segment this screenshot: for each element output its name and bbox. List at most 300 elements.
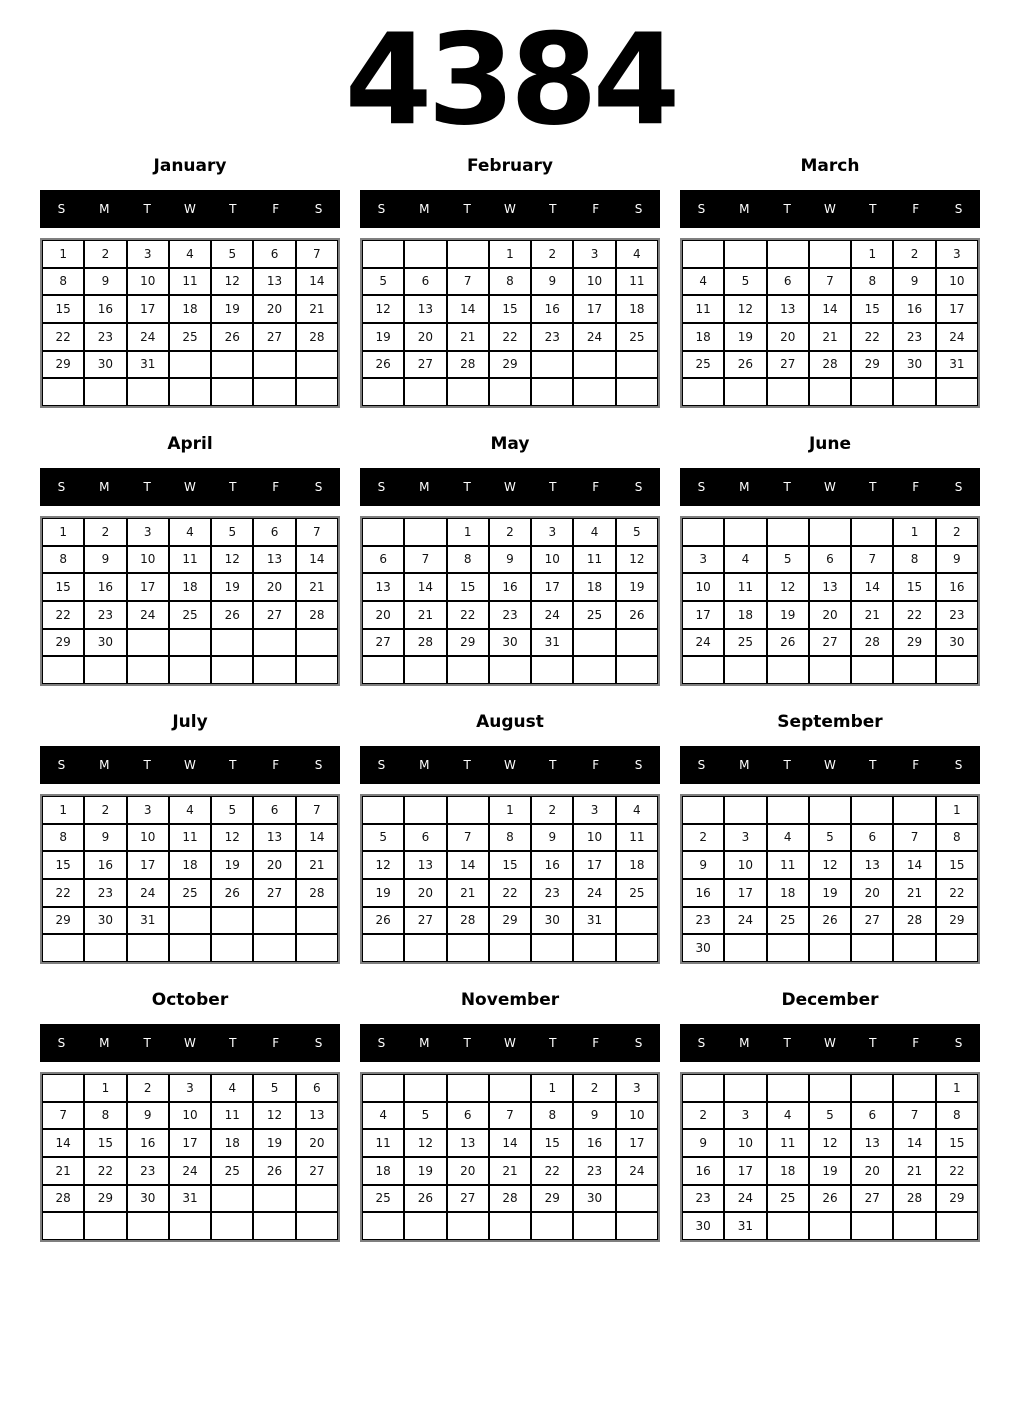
empty-day-cell (936, 656, 978, 684)
empty-day-cell (211, 656, 253, 684)
empty-day-cell (253, 351, 295, 379)
empty-day-cell (809, 934, 851, 962)
day-cell: 1 (936, 1074, 978, 1102)
day-cell: 26 (809, 907, 851, 935)
day-cell: 7 (489, 1102, 531, 1130)
weekday-label: S (57, 758, 66, 772)
empty-day-cell (84, 656, 126, 684)
empty-day-cell (362, 378, 404, 406)
empty-day-cell (573, 656, 615, 684)
weekday-label: M (419, 1036, 430, 1050)
day-cell: 6 (767, 268, 809, 296)
empty-day-cell (169, 351, 211, 379)
day-cell: 19 (211, 573, 253, 601)
empty-day-cell (42, 1074, 84, 1102)
day-cell: 23 (489, 601, 531, 629)
day-cell: 26 (211, 323, 253, 351)
empty-day-cell (809, 378, 851, 406)
day-cell: 21 (809, 323, 851, 351)
weekday-label: S (57, 480, 66, 494)
day-cell: 10 (936, 268, 978, 296)
day-cell: 3 (127, 518, 169, 546)
day-cell: 30 (489, 629, 531, 657)
day-cell: 4 (573, 518, 615, 546)
weekday-label: T (143, 1036, 151, 1050)
day-cell: 15 (489, 851, 531, 879)
empty-day-cell (404, 518, 446, 546)
day-cell: 14 (296, 824, 338, 852)
day-cell: 20 (253, 851, 295, 879)
day-cell: 10 (682, 573, 724, 601)
empty-day-cell (447, 1212, 489, 1240)
day-cell: 2 (84, 796, 126, 824)
day-cell: 26 (211, 601, 253, 629)
month-day-grid (40, 794, 340, 964)
weekday-label: M (99, 1036, 110, 1050)
day-cell: 6 (851, 1102, 893, 1130)
day-cell: 20 (362, 601, 404, 629)
day-cell: 8 (42, 546, 84, 574)
month-title: February (466, 156, 554, 176)
empty-day-cell (724, 1074, 766, 1102)
day-cell: 8 (447, 546, 489, 574)
day-cell: 1 (851, 240, 893, 268)
day-cell: 17 (724, 1157, 766, 1185)
empty-day-cell (682, 378, 724, 406)
day-cell: 5 (767, 546, 809, 574)
empty-day-cell (809, 656, 851, 684)
day-cell: 28 (42, 1185, 84, 1213)
day-cell: 6 (253, 518, 295, 546)
month-title: April (167, 434, 213, 454)
empty-day-cell (893, 378, 935, 406)
weekday-label: T (229, 758, 237, 772)
weekday-label: S (634, 202, 643, 216)
day-cell: 1 (447, 518, 489, 546)
day-cell: 14 (296, 546, 338, 574)
day-cell: 23 (682, 907, 724, 935)
day-cell: 12 (211, 824, 253, 852)
day-cell: 8 (893, 546, 935, 574)
day-cell: 14 (296, 268, 338, 296)
empty-day-cell (127, 378, 169, 406)
day-cell: 16 (84, 295, 126, 323)
day-cell: 29 (42, 629, 84, 657)
weekday-label: F (272, 758, 280, 772)
day-cell: 4 (767, 1102, 809, 1130)
empty-day-cell (169, 1212, 211, 1240)
day-cell: 2 (531, 796, 573, 824)
day-cell: 29 (936, 907, 978, 935)
day-cell: 4 (169, 796, 211, 824)
day-cell: 11 (362, 1129, 404, 1157)
day-cell: 5 (404, 1102, 446, 1130)
day-cell: 15 (84, 1129, 126, 1157)
day-cell: 9 (573, 1102, 615, 1130)
empty-day-cell (489, 934, 531, 962)
day-cell: 25 (616, 879, 658, 907)
day-cell: 18 (767, 879, 809, 907)
day-cell: 18 (616, 851, 658, 879)
day-cell: 25 (169, 601, 211, 629)
weekday-header-bar (680, 468, 980, 506)
day-cell: 7 (809, 268, 851, 296)
day-cell: 17 (936, 295, 978, 323)
day-cell: 5 (724, 268, 766, 296)
day-cell: 2 (893, 240, 935, 268)
weekday-label: S (314, 202, 323, 216)
day-cell: 21 (296, 573, 338, 601)
empty-day-cell (616, 351, 658, 379)
weekday-header-bar (680, 190, 980, 228)
day-cell: 4 (211, 1074, 253, 1102)
weekday-label: F (912, 758, 920, 772)
day-cell: 8 (489, 268, 531, 296)
weekday-header-bar (40, 190, 340, 228)
empty-day-cell (893, 934, 935, 962)
day-cell: 31 (169, 1185, 211, 1213)
day-cell: 2 (127, 1074, 169, 1102)
empty-day-cell (296, 378, 338, 406)
weekday-label: W (184, 1036, 196, 1050)
day-cell: 3 (127, 796, 169, 824)
day-cell: 6 (296, 1074, 338, 1102)
empty-day-cell (296, 656, 338, 684)
day-cell: 28 (296, 601, 338, 629)
day-cell: 3 (724, 824, 766, 852)
day-cell: 6 (851, 824, 893, 852)
day-cell: 14 (893, 1129, 935, 1157)
day-cell: 20 (253, 295, 295, 323)
month-day-grid (360, 238, 660, 408)
day-cell: 22 (893, 601, 935, 629)
month-day-grid (680, 238, 980, 408)
weekday-label: S (954, 1036, 963, 1050)
month-day-grid (40, 516, 340, 686)
day-cell: 22 (489, 323, 531, 351)
day-cell: 23 (127, 1157, 169, 1185)
day-cell: 27 (296, 1157, 338, 1185)
weekday-label: T (869, 1036, 877, 1050)
day-cell: 8 (936, 824, 978, 852)
day-cell: 1 (893, 518, 935, 546)
weekday-label: W (504, 1036, 516, 1050)
day-cell: 8 (851, 268, 893, 296)
empty-day-cell (447, 240, 489, 268)
day-cell: 11 (169, 546, 211, 574)
weekday-label: T (229, 202, 237, 216)
month-february (360, 156, 660, 408)
empty-day-cell (893, 656, 935, 684)
day-cell: 22 (42, 879, 84, 907)
day-cell: 18 (616, 295, 658, 323)
day-cell: 12 (362, 295, 404, 323)
weekday-label: M (99, 480, 110, 494)
day-cell: 17 (127, 573, 169, 601)
weekday-label: W (824, 480, 836, 494)
day-cell: 26 (211, 879, 253, 907)
day-cell: 2 (682, 824, 724, 852)
day-cell: 29 (936, 1185, 978, 1213)
day-cell: 30 (127, 1185, 169, 1213)
day-cell: 22 (84, 1157, 126, 1185)
month-day-grid (680, 794, 980, 964)
weekday-label: T (463, 758, 471, 772)
month-day-grid (40, 238, 340, 408)
day-cell: 17 (169, 1129, 211, 1157)
day-cell: 2 (573, 1074, 615, 1102)
empty-day-cell (169, 934, 211, 962)
day-cell: 1 (531, 1074, 573, 1102)
weekday-header-bar (360, 468, 660, 506)
weekday-header-bar (360, 190, 660, 228)
day-cell: 14 (404, 573, 446, 601)
day-cell: 19 (253, 1129, 295, 1157)
weekday-label: W (824, 202, 836, 216)
empty-day-cell (211, 1185, 253, 1213)
day-cell: 7 (893, 824, 935, 852)
day-cell: 6 (253, 796, 295, 824)
day-cell: 7 (296, 240, 338, 268)
day-cell: 17 (682, 601, 724, 629)
empty-day-cell (809, 1074, 851, 1102)
day-cell: 29 (42, 351, 84, 379)
day-cell: 22 (447, 601, 489, 629)
month-january (40, 156, 340, 408)
day-cell: 4 (767, 824, 809, 852)
day-cell: 13 (362, 573, 404, 601)
day-cell: 19 (362, 879, 404, 907)
day-cell: 24 (127, 601, 169, 629)
day-cell: 12 (211, 546, 253, 574)
day-cell: 26 (809, 1185, 851, 1213)
day-cell: 11 (616, 268, 658, 296)
day-cell: 10 (616, 1102, 658, 1130)
day-cell: 19 (724, 323, 766, 351)
day-cell: 30 (682, 934, 724, 962)
day-cell: 31 (127, 351, 169, 379)
day-cell: 23 (531, 323, 573, 351)
month-title: June (808, 434, 852, 454)
day-cell: 4 (169, 240, 211, 268)
empty-day-cell (296, 934, 338, 962)
day-cell: 16 (682, 879, 724, 907)
day-cell: 24 (169, 1157, 211, 1185)
empty-day-cell (404, 796, 446, 824)
day-cell: 27 (253, 879, 295, 907)
weekday-label: S (634, 480, 643, 494)
day-cell: 3 (616, 1074, 658, 1102)
day-cell: 15 (42, 573, 84, 601)
weekday-label: M (739, 1036, 750, 1050)
day-cell: 10 (724, 1129, 766, 1157)
day-cell: 3 (573, 240, 615, 268)
day-cell: 28 (296, 879, 338, 907)
month-day-grid (360, 794, 660, 964)
day-cell: 1 (42, 518, 84, 546)
day-cell: 11 (169, 824, 211, 852)
day-cell: 28 (296, 323, 338, 351)
weekday-label: F (272, 480, 280, 494)
day-cell: 23 (84, 601, 126, 629)
day-cell: 15 (489, 295, 531, 323)
day-cell: 22 (936, 879, 978, 907)
empty-day-cell (936, 378, 978, 406)
weekday-label: S (57, 1036, 66, 1050)
weekday-label: S (314, 480, 323, 494)
day-cell: 24 (573, 879, 615, 907)
day-cell: 19 (362, 323, 404, 351)
day-cell: 15 (936, 851, 978, 879)
day-cell: 24 (936, 323, 978, 351)
empty-day-cell (253, 378, 295, 406)
weekday-label: S (697, 480, 706, 494)
weekday-header-bar (360, 746, 660, 784)
empty-day-cell (447, 656, 489, 684)
empty-day-cell (936, 934, 978, 962)
empty-day-cell (362, 1212, 404, 1240)
empty-day-cell (447, 378, 489, 406)
day-cell: 6 (362, 546, 404, 574)
calendar-grid (40, 156, 980, 1242)
month-day-grid (680, 516, 980, 686)
day-cell: 25 (767, 1185, 809, 1213)
month-april (40, 434, 340, 686)
day-cell: 23 (573, 1157, 615, 1185)
weekday-label: S (57, 202, 66, 216)
day-cell: 13 (404, 295, 446, 323)
day-cell: 16 (84, 573, 126, 601)
year-title: 4384 (344, 6, 676, 153)
day-cell: 5 (616, 518, 658, 546)
empty-day-cell (211, 629, 253, 657)
day-cell: 14 (809, 295, 851, 323)
day-cell: 26 (767, 629, 809, 657)
day-cell: 25 (573, 601, 615, 629)
day-cell: 27 (362, 629, 404, 657)
empty-day-cell (169, 378, 211, 406)
empty-day-cell (893, 796, 935, 824)
weekday-label: S (377, 202, 386, 216)
empty-day-cell (851, 656, 893, 684)
weekday-label: T (463, 202, 471, 216)
weekday-label: T (143, 202, 151, 216)
weekday-label: M (419, 758, 430, 772)
empty-day-cell (573, 378, 615, 406)
empty-day-cell (531, 1212, 573, 1240)
empty-day-cell (211, 378, 253, 406)
day-cell: 10 (169, 1102, 211, 1130)
day-cell: 10 (127, 268, 169, 296)
day-cell: 3 (573, 796, 615, 824)
day-cell: 4 (616, 796, 658, 824)
empty-day-cell (851, 934, 893, 962)
day-cell: 27 (404, 351, 446, 379)
day-cell: 27 (809, 629, 851, 657)
day-cell: 9 (531, 268, 573, 296)
empty-day-cell (42, 1212, 84, 1240)
day-cell: 18 (169, 573, 211, 601)
empty-day-cell (362, 796, 404, 824)
day-cell: 30 (84, 351, 126, 379)
month-title: May (490, 434, 530, 454)
weekday-label: F (912, 1036, 920, 1050)
day-cell: 23 (682, 1185, 724, 1213)
weekday-label: S (634, 758, 643, 772)
day-cell: 20 (851, 879, 893, 907)
empty-day-cell (767, 518, 809, 546)
empty-day-cell (169, 907, 211, 935)
day-cell: 24 (127, 879, 169, 907)
weekday-label: F (592, 202, 600, 216)
day-cell: 4 (724, 546, 766, 574)
weekday-label: S (954, 480, 963, 494)
day-cell: 7 (447, 824, 489, 852)
empty-day-cell (724, 240, 766, 268)
day-cell: 9 (682, 1129, 724, 1157)
day-cell: 22 (851, 323, 893, 351)
empty-day-cell (809, 518, 851, 546)
day-cell: 24 (573, 323, 615, 351)
day-cell: 3 (531, 518, 573, 546)
day-cell: 5 (211, 240, 253, 268)
empty-day-cell (169, 656, 211, 684)
month-day-grid (360, 1072, 660, 1242)
day-cell: 10 (573, 824, 615, 852)
weekday-label: T (549, 1036, 557, 1050)
day-cell: 24 (531, 601, 573, 629)
empty-day-cell (211, 934, 253, 962)
weekday-label: T (869, 758, 877, 772)
day-cell: 16 (127, 1129, 169, 1157)
day-cell: 24 (127, 323, 169, 351)
empty-day-cell (573, 1212, 615, 1240)
day-cell: 23 (936, 601, 978, 629)
weekday-label: M (419, 480, 430, 494)
day-cell: 13 (253, 268, 295, 296)
day-cell: 2 (531, 240, 573, 268)
day-cell: 22 (42, 323, 84, 351)
day-cell: 15 (42, 295, 84, 323)
day-cell: 20 (296, 1129, 338, 1157)
day-cell: 7 (851, 546, 893, 574)
weekday-label: F (272, 1036, 280, 1050)
empty-day-cell (447, 1074, 489, 1102)
weekday-header-bar (680, 746, 980, 784)
weekday-header-bar (40, 1024, 340, 1062)
day-cell: 6 (404, 268, 446, 296)
empty-day-cell (682, 518, 724, 546)
empty-day-cell (253, 934, 295, 962)
empty-day-cell (489, 1074, 531, 1102)
day-cell: 8 (42, 268, 84, 296)
weekday-label: W (504, 202, 516, 216)
empty-day-cell (489, 378, 531, 406)
empty-day-cell (531, 656, 573, 684)
empty-day-cell (531, 934, 573, 962)
day-cell: 25 (616, 323, 658, 351)
empty-day-cell (127, 656, 169, 684)
month-december (680, 990, 980, 1242)
day-cell: 4 (682, 268, 724, 296)
empty-day-cell (851, 1074, 893, 1102)
day-cell: 9 (84, 824, 126, 852)
empty-day-cell (531, 378, 573, 406)
day-cell: 3 (936, 240, 978, 268)
month-day-grid (360, 516, 660, 686)
day-cell: 12 (809, 1129, 851, 1157)
day-cell: 30 (573, 1185, 615, 1213)
